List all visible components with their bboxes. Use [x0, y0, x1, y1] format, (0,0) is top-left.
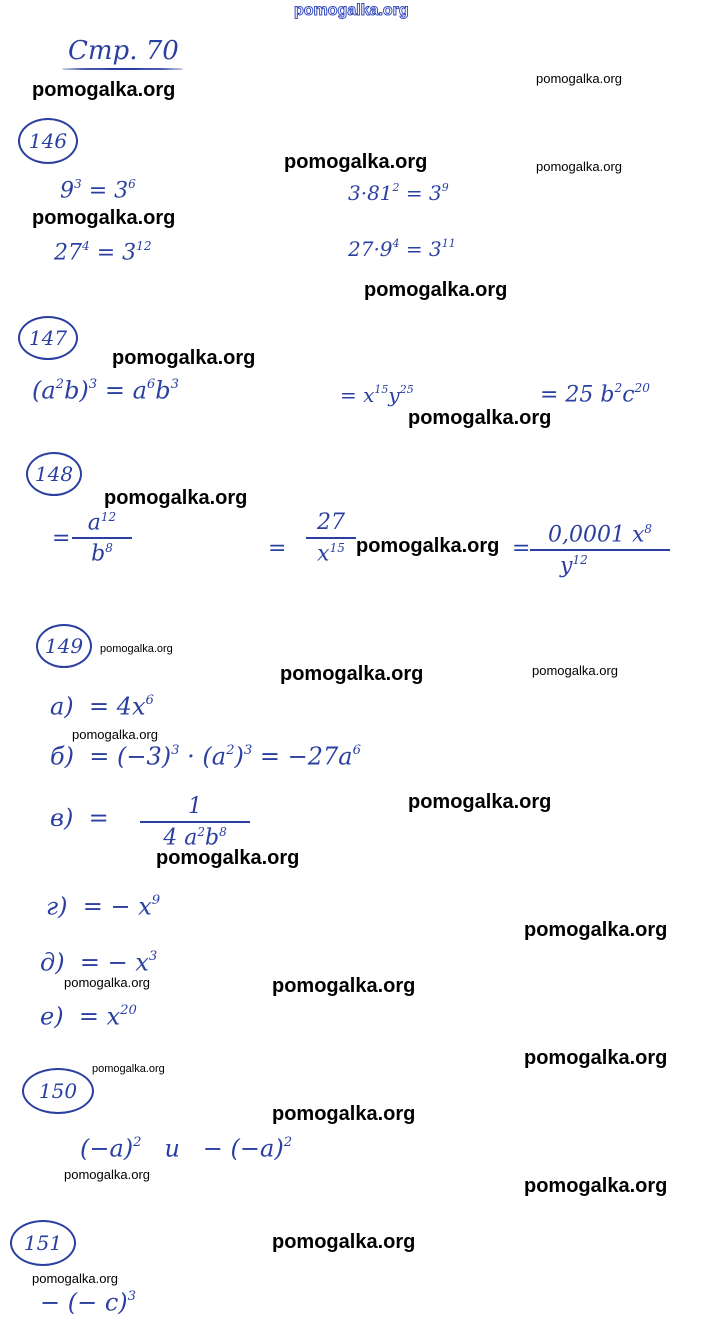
exercise-number-146: 146: [18, 118, 78, 164]
answer-148-c-eq: =: [512, 536, 531, 561]
exercise-number-150: 150: [22, 1068, 94, 1114]
answer-149-b: $б) = (-3)^3 \cdot (a^2)^3 = -27a^6$: [50, 742, 361, 771]
answer-146-b: $3\cdot 81^2 = 3^9$: [348, 180, 449, 205]
watermark-top: pomogalka.org: [294, 2, 409, 19]
answer-148-b-fraction: 27 $x^{15}$: [306, 510, 356, 566]
watermark: pomogalka.org: [32, 207, 176, 229]
answer-149-a: $а) = 4x^6$: [50, 692, 154, 721]
watermark: pomogalka.org: [524, 919, 668, 941]
watermark: pomogalka.org: [32, 79, 176, 101]
watermark: pomogalka.org: [524, 1047, 668, 1069]
answer-149-c-fraction: 1 4 $a^2b^8$: [140, 794, 250, 850]
watermark: pomogalka.org: [32, 1271, 118, 1286]
answer-149-d: г) = − $x^9$: [46, 892, 161, 921]
exercise-number-147: 147: [18, 316, 78, 360]
watermark: pomogalka.org: [64, 1167, 150, 1182]
answer-148-a-fraction: $a^{12}$ $b^8$: [72, 510, 132, 567]
watermark: pomogalka.org: [272, 1103, 416, 1125]
watermark: pomogalka.org: [532, 663, 618, 678]
watermark: pomogalka.org: [156, 847, 300, 869]
watermark: pomogalka.org: [72, 727, 158, 742]
page-title: Стр. 70: [68, 36, 179, 66]
answer-149-f: $е) = x^{20}$: [40, 1002, 137, 1031]
answer-146-d: $27\cdot 9^4 = 3^{11}$: [348, 236, 456, 261]
answer-150: $(-a)^2$ и − $(-a)^2$: [80, 1134, 293, 1163]
watermark: pomogalka.org: [92, 1063, 165, 1075]
watermark: pomogalka.org: [100, 643, 173, 655]
answer-146-c: $27^4 = 3^{12}$: [54, 239, 152, 266]
answer-147-a: $(a^2b)^3 = a^6b^3$: [32, 376, 180, 405]
watermark: pomogalka.org: [536, 159, 622, 174]
watermark: pomogalka.org: [272, 1231, 416, 1253]
answer-151: − (− c)$^3$: [40, 1288, 137, 1317]
answer-147-c: = 25 $b^2c^{20}$: [540, 381, 650, 408]
watermark: pomogalka.org: [408, 791, 552, 813]
watermark: pomogalka.org: [280, 663, 424, 685]
exercise-number-151: 151: [10, 1220, 76, 1266]
watermark: pomogalka.org: [64, 975, 150, 990]
answer-148-c-fraction: 0,0001 $x^8$ $y^{12}$: [530, 522, 670, 579]
answer-148-b-eq: =: [268, 536, 287, 561]
answer-147-b: = $x^{15}y^{25}$: [340, 382, 414, 407]
answer-146-a: $9^3 = 3^6$: [60, 177, 136, 204]
watermark: pomogalka.org: [104, 487, 248, 509]
answer-149-e: д) = − $x^3$: [40, 948, 158, 977]
exercise-number-148: 148: [26, 452, 82, 496]
exercise-number-149: 149: [36, 624, 92, 668]
answer-149-c-label: в) =: [50, 804, 109, 832]
watermark: pomogalka.org: [112, 347, 256, 369]
answer-148-a-eq: =: [52, 526, 71, 551]
watermark: pomogalka.org: [524, 1175, 668, 1197]
watermark: pomogalka.org: [284, 151, 428, 173]
watermark: pomogalka.org: [356, 535, 500, 557]
watermark: pomogalka.org: [364, 279, 508, 301]
watermark: pomogalka.org: [272, 975, 416, 997]
watermark: pomogalka.org: [408, 407, 552, 429]
watermark: pomogalka.org: [536, 71, 622, 86]
